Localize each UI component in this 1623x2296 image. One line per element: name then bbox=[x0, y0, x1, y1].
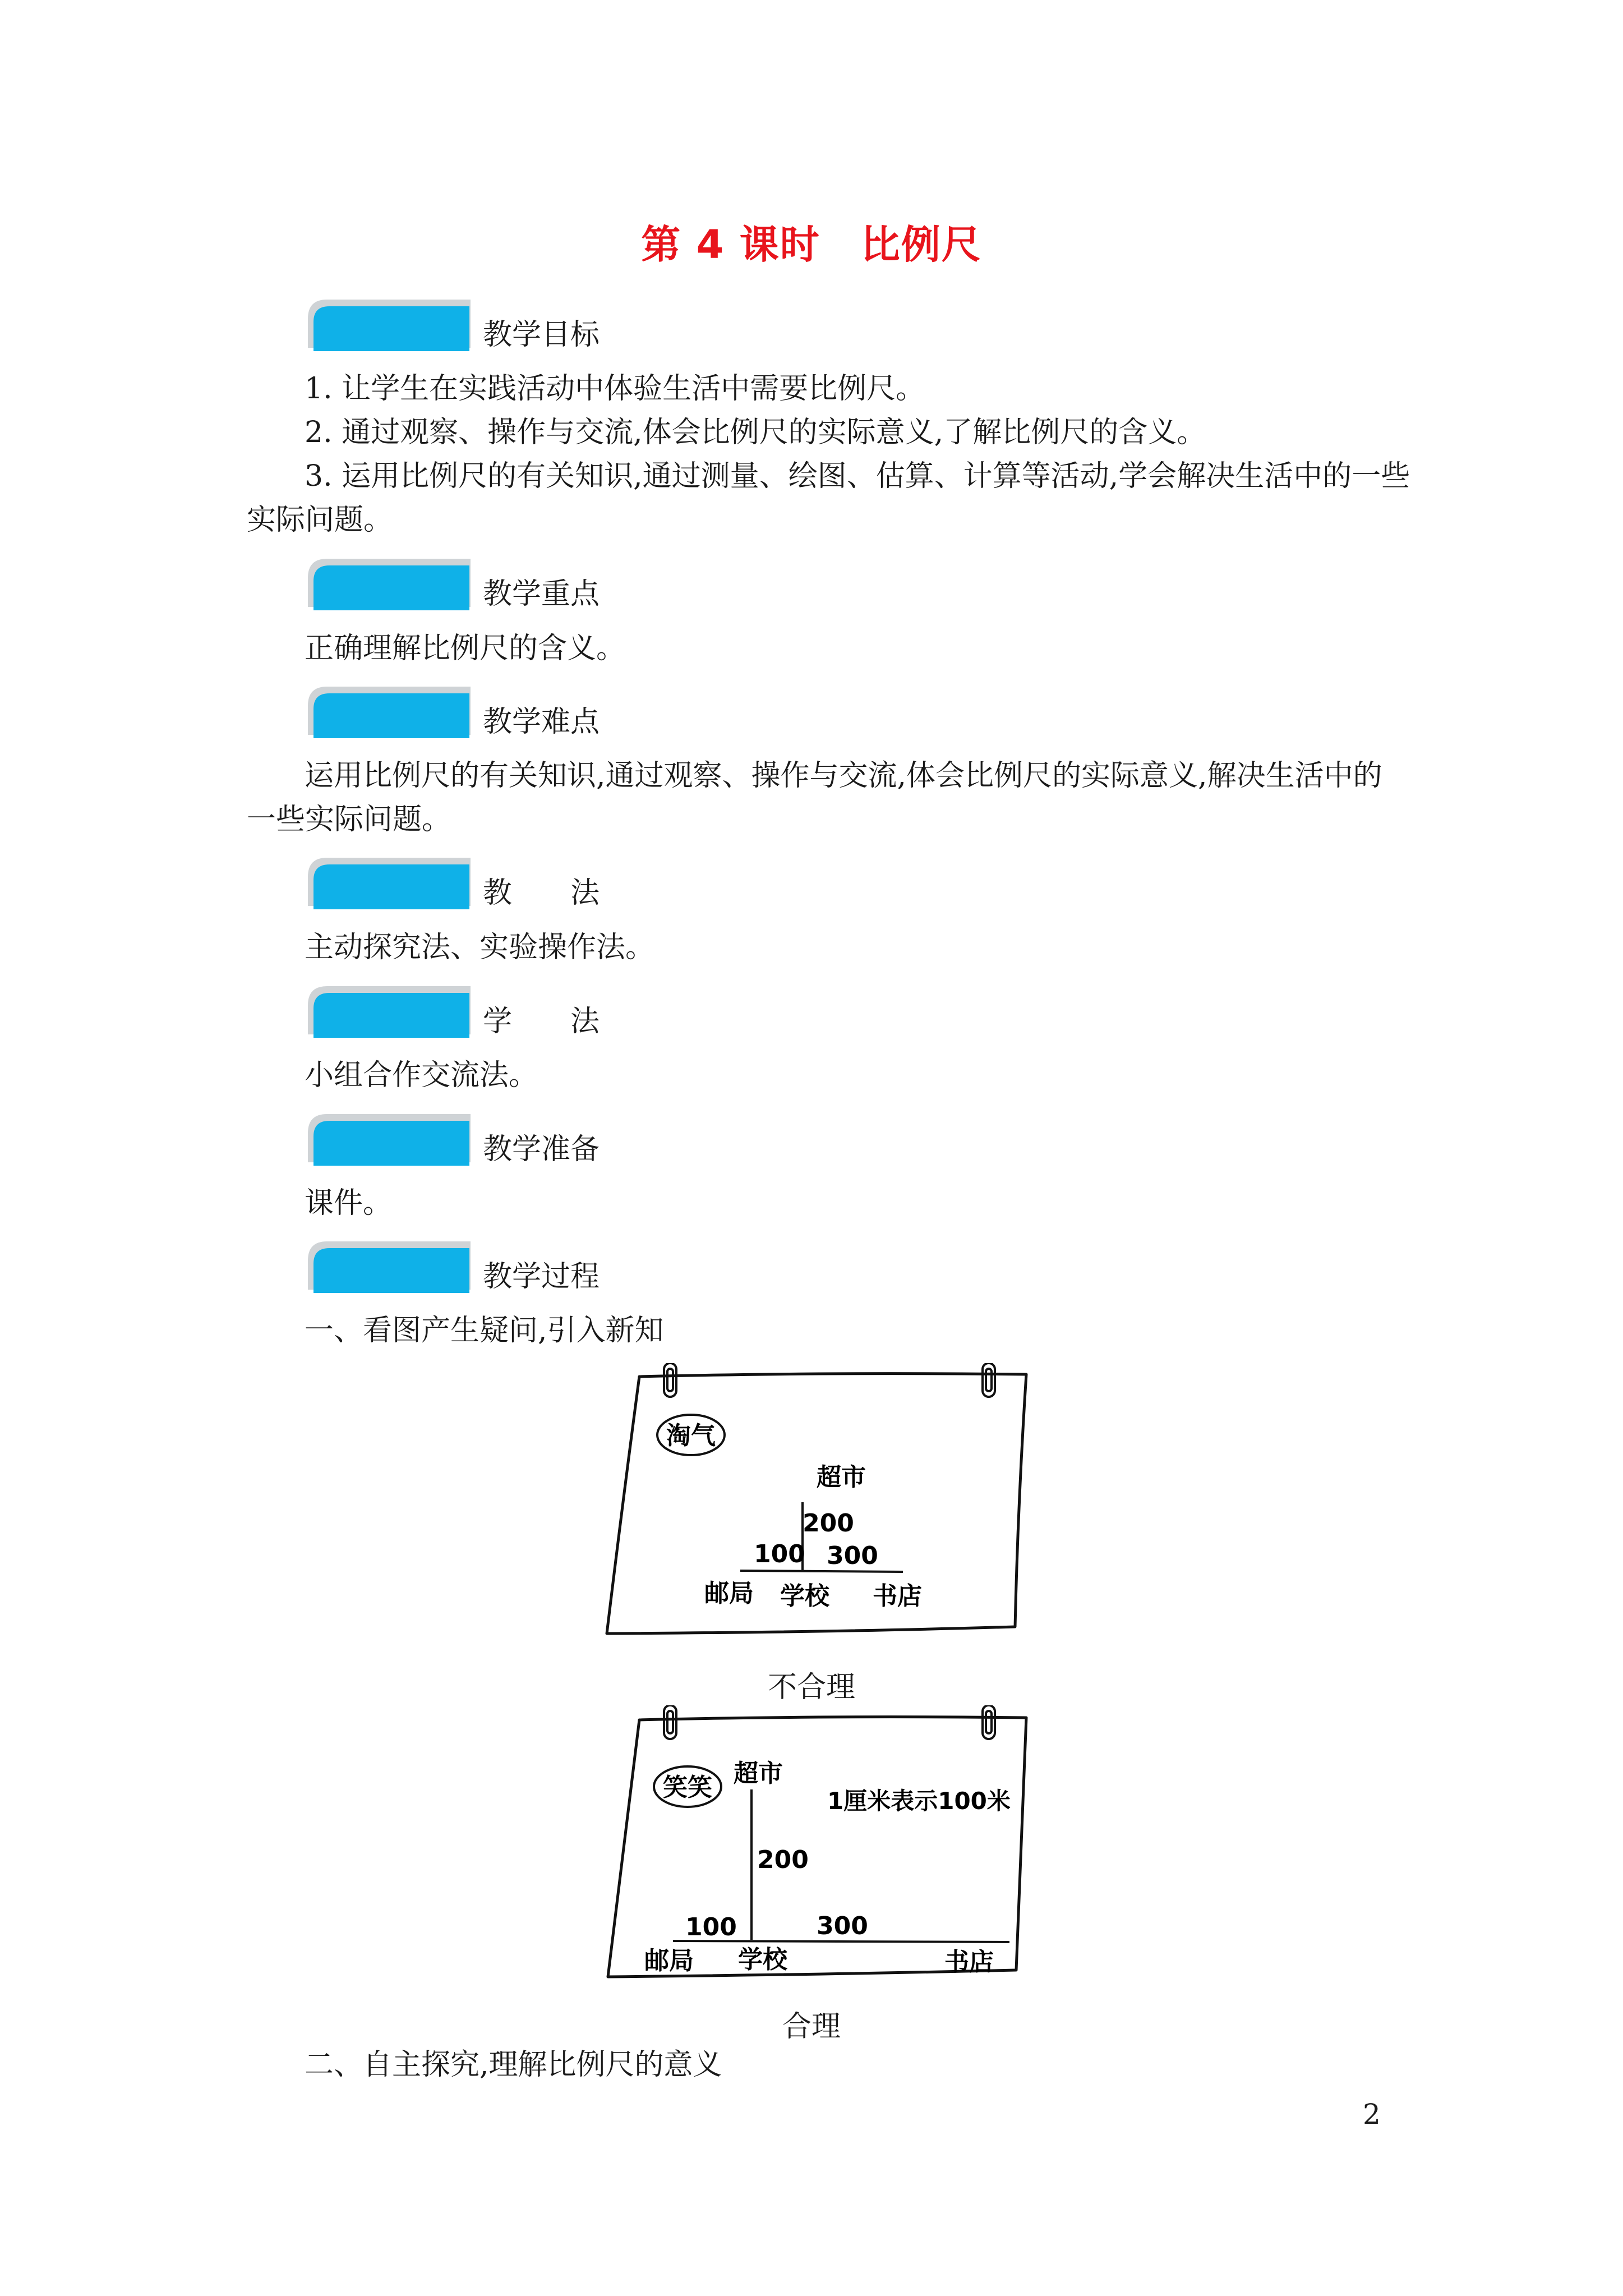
process-step-1: 一、看图产生疑问,引入新知 bbox=[305, 1314, 664, 1347]
section-header-preparation bbox=[305, 1111, 809, 1167]
label-supermarket: 超市 bbox=[734, 1759, 783, 1788]
label-post-office: 邮局 bbox=[644, 1947, 694, 1975]
section-tab-icon bbox=[305, 1111, 473, 1167]
objective-item-2: 2. 通过观察、操作与交流,体会比例尺的实际意义,了解比例尺的含义。 bbox=[305, 416, 1206, 449]
distance-label-300: 300 bbox=[827, 1542, 878, 1570]
section-label: 教学过程 bbox=[483, 1260, 600, 1294]
section-header-objectives bbox=[305, 296, 809, 352]
figure-caption: 不合理 bbox=[767, 1671, 855, 1704]
label-bookstore: 书店 bbox=[944, 1948, 994, 1976]
label-bookstore: 书店 bbox=[873, 1582, 922, 1611]
difficulties-text-line1: 运用比例尺的有关知识,通过观察、操作与交流,体会比例尺的实际意义,解决生活中的 bbox=[305, 759, 1382, 793]
objective-item-3-cont: 实际问题。 bbox=[247, 503, 393, 537]
map-figure-xiaoxiao bbox=[594, 1705, 1043, 1991]
preparation-text: 课件。 bbox=[305, 1186, 393, 1220]
map-figure-taoqi bbox=[594, 1363, 1043, 1649]
section-header-process bbox=[305, 1238, 809, 1294]
section-label: 教学难点 bbox=[483, 705, 600, 739]
process-step-2: 二、自主探究,理解比例尺的意义 bbox=[305, 2048, 722, 2082]
section-tab-icon bbox=[305, 983, 473, 1039]
distance-label-200: 200 bbox=[803, 1509, 854, 1538]
section-tab-icon bbox=[305, 555, 473, 611]
section-label: 教学准备 bbox=[483, 1133, 600, 1166]
distance-label-100: 100 bbox=[754, 1540, 805, 1568]
difficulties-text-line2: 一些实际问题。 bbox=[247, 803, 451, 836]
scale-note: 1厘米表示100米 bbox=[827, 1787, 1011, 1815]
section-tab-icon bbox=[305, 683, 473, 739]
section-header-difficulties bbox=[305, 683, 809, 739]
section-label: 教学目标 bbox=[483, 318, 600, 352]
page-title: 第 4 课时 比例尺 bbox=[641, 222, 982, 268]
section-label: 学 法 bbox=[483, 1005, 600, 1038]
section-tab-icon bbox=[305, 854, 473, 910]
label-supermarket: 超市 bbox=[817, 1463, 866, 1492]
label-school: 学校 bbox=[780, 1582, 829, 1611]
section-label: 教 法 bbox=[483, 876, 600, 910]
label-school: 学校 bbox=[738, 1945, 787, 1974]
section-tab-icon bbox=[305, 1238, 473, 1294]
label-post-office: 邮局 bbox=[704, 1579, 754, 1608]
badge-name-text: 淘气 bbox=[666, 1421, 716, 1450]
key-points-text: 正确理解比例尺的含义。 bbox=[305, 632, 626, 665]
badge-name-text: 笑笑 bbox=[663, 1773, 712, 1802]
objective-item-1: 1. 让学生在实践活动中体验生活中需要比例尺。 bbox=[305, 372, 925, 406]
distance-label-200: 200 bbox=[757, 1846, 809, 1874]
objective-item-3: 3. 运用比例尺的有关知识,通过测量、绘图、估算、计算等活动,学会解决生活中的一些 bbox=[305, 459, 1410, 493]
section-header-teaching-method bbox=[305, 854, 809, 910]
figure-caption: 合理 bbox=[782, 2010, 841, 2044]
distance-label-300: 300 bbox=[817, 1912, 868, 1940]
teaching-method-text: 主动探究法、实验操作法。 bbox=[305, 931, 655, 964]
distance-label-100: 100 bbox=[685, 1913, 737, 1941]
section-tab-icon bbox=[305, 296, 473, 352]
section-label: 教学重点 bbox=[483, 577, 600, 611]
section-header-learning-method bbox=[305, 983, 809, 1039]
page-number: 2 bbox=[1363, 2098, 1381, 2131]
learning-method-text: 小组合作交流法。 bbox=[305, 1059, 538, 1092]
section-header-key-points bbox=[305, 555, 809, 611]
